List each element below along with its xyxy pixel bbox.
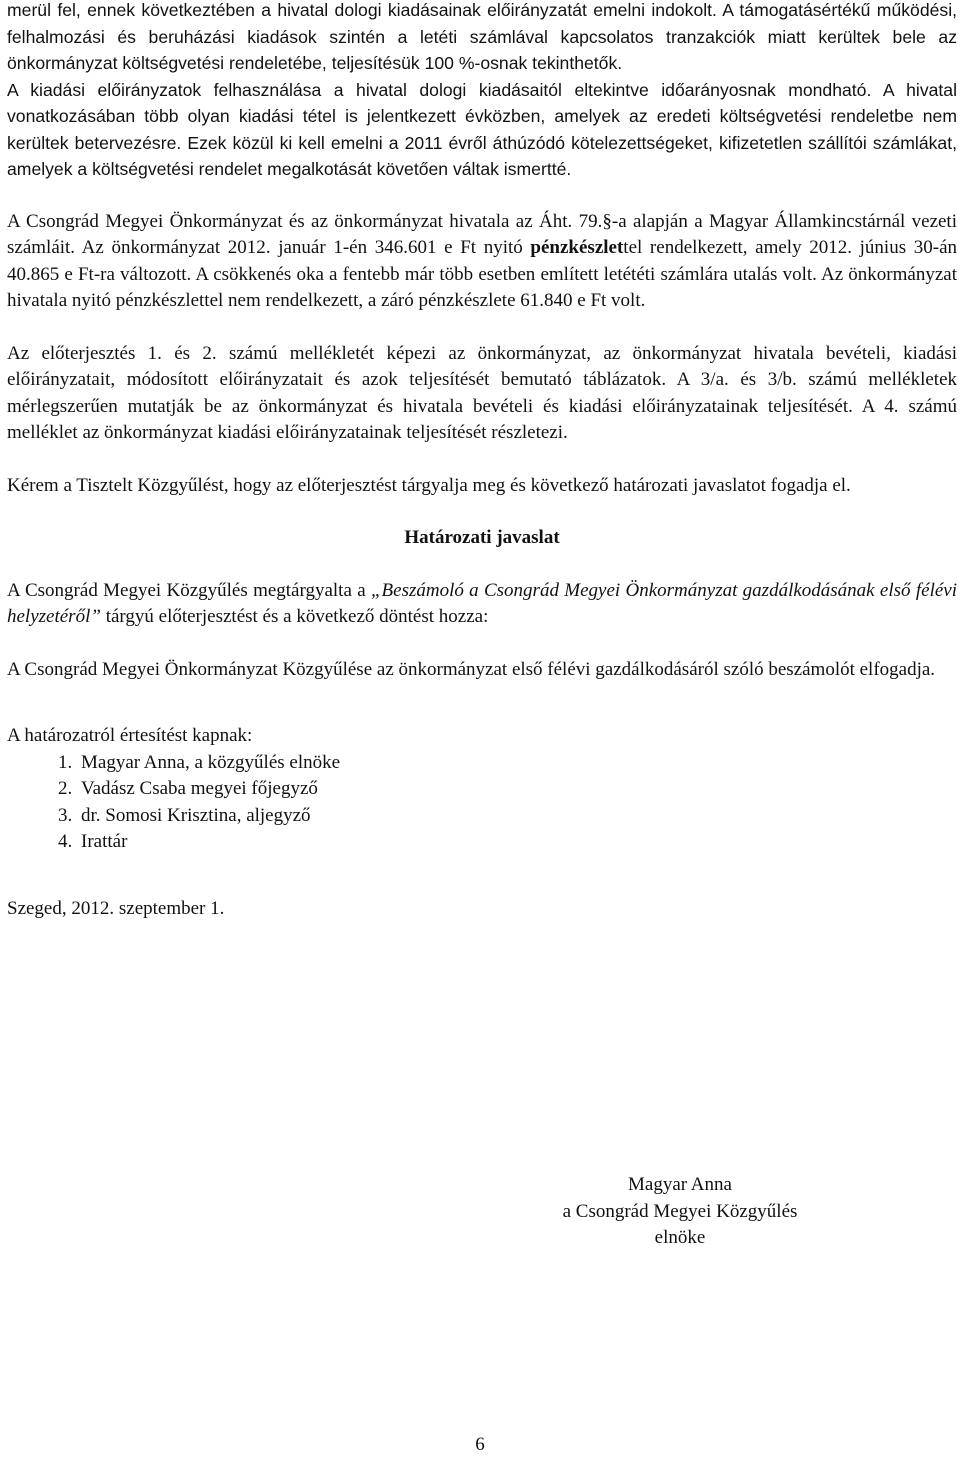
spacer (7, 631, 957, 657)
paragraph-request: Kérem a Tisztelt Közgyűlést, hogy az előterjesztést tárgyalja meg és következő határozati javaslatot fogadja el. (7, 474, 851, 496)
paragraph-cash (7, 209, 957, 315)
signature-block (530, 1172, 830, 1252)
spacer (7, 315, 957, 341)
text-span: A Csongrád Megyei Önkormányzat és az önkormányzat hivatala az Áht. 79.§-a alapján a Magyar Államkincstárnál vezeti számláit. Az önkormányzat 2012. január 1-én 346.601 e Ft nyitó (7, 210, 957, 258)
recipient-list (7, 750, 957, 856)
text-span: A hivatal vonatkozásában több olyan kiadási tétel is jelentkezett évközben, amelyek az eredeti költségvetési rendeletbe nem kerültek betervezésre. (7, 79, 957, 153)
spacer (7, 683, 957, 723)
paragraph-resolution (7, 578, 957, 631)
text-span: tárgyú előterjesztést és a következő döntést hozza: (100, 606, 489, 627)
spacer (7, 856, 957, 896)
place-date: Szeged, 2012. szeptember 1. (7, 897, 225, 919)
notify-heading: A határozatról értesítést kapnak: (7, 725, 253, 746)
text-span: Ezek közül ki kell emelni a 2011 évről áthúzódó kötelezettségeket, kifizetetlen szállítói számlákat, amelyek a költségvetési rendelet megalkotását követően váltak ismertté. (7, 132, 957, 179)
text-line: A támogatásértékű működési, felhalmozási és beruházási kiadások szintén a letéti számlával kapcsolatos tranzakciók miatt kerültek bele az önkormányzat költségvetési rendeletébe, teljesítésük 100 %-osnak tekinthetők. (7, 0, 957, 73)
signature-org: a Csongrád Megyei Közgyűlés (562, 1200, 798, 1222)
spacer (7, 552, 957, 578)
paragraph-appropriations (7, 77, 957, 183)
list-item: 2. Vadász Csaba megyei főjegyző (77, 776, 957, 803)
text-span: tel rendelkezett, amely 2012. június 30-án 40.865 e Ft-ra változott. A csökkenés oka a fentebb már több esetben említett letététi számlára utalás volt. Az önkormányzat hivatala nyitó pénzkészlettel nem rendelkezett, a záró pénzkészlete 61.840 e Ft volt. (7, 237, 957, 311)
list-item: 4. Irattár (77, 829, 957, 856)
signature-name: Magyar Anna (628, 1174, 732, 1195)
paragraph-expense-note (7, 0, 957, 77)
list-item: 1. Magyar Anna, a közgyűlés elnöke (77, 750, 957, 777)
spacer (7, 447, 957, 473)
text-span: A kiadási előirányzatok felhasználása a hivatal dologi kiadásaitól eltekintve időarányosnak mondható. (7, 79, 872, 100)
page-number: 6 (475, 1434, 485, 1455)
spacer (7, 499, 957, 525)
bold-term: pénzkészlet (530, 237, 624, 258)
text-span: A Csongrád Megyei Közgyűlés megtárgyalta a (7, 579, 371, 601)
spacer (7, 183, 957, 209)
paragraph-annexes: Az előterjesztés 1. és 2. számú mellékletét képezi az önkormányzat, az önkormányzat hivatala bevételi, kiadási előirányzatait, módosított előirányzatait és azok teljesítését bemutató táblázatok. A 3/a. és 3/b. számú mellékletek mérlegszerűen mutatják be az önkormányzat és hivatala bevételi és kiadási előirányzatainak teljesítését. A 4. számú melléklet az önkormányzat kiadási előirányzatainak teljesítését részletezi. (7, 342, 957, 443)
resolution-title: Határozati javaslat (404, 527, 560, 548)
italic-title: „Beszámoló a Csongrád Megyei Önkormányzat gazdálkodásának első félévi helyzetéről” (7, 579, 957, 627)
paragraph-decision: A Csongrád Megyei Önkormányzat Közgyűlése az önkormányzat első félévi gazdálkodásáról szóló beszámolót elfogadja. (7, 658, 936, 680)
text-line: merül fel, ennek következtében a hivatal dologi kiadásainak előirányzatát emelni indokolt. (7, 0, 717, 20)
signature-role: elnöke (654, 1227, 706, 1248)
list-item: 3. dr. Somosi Krisztina, aljegyző (77, 803, 957, 830)
